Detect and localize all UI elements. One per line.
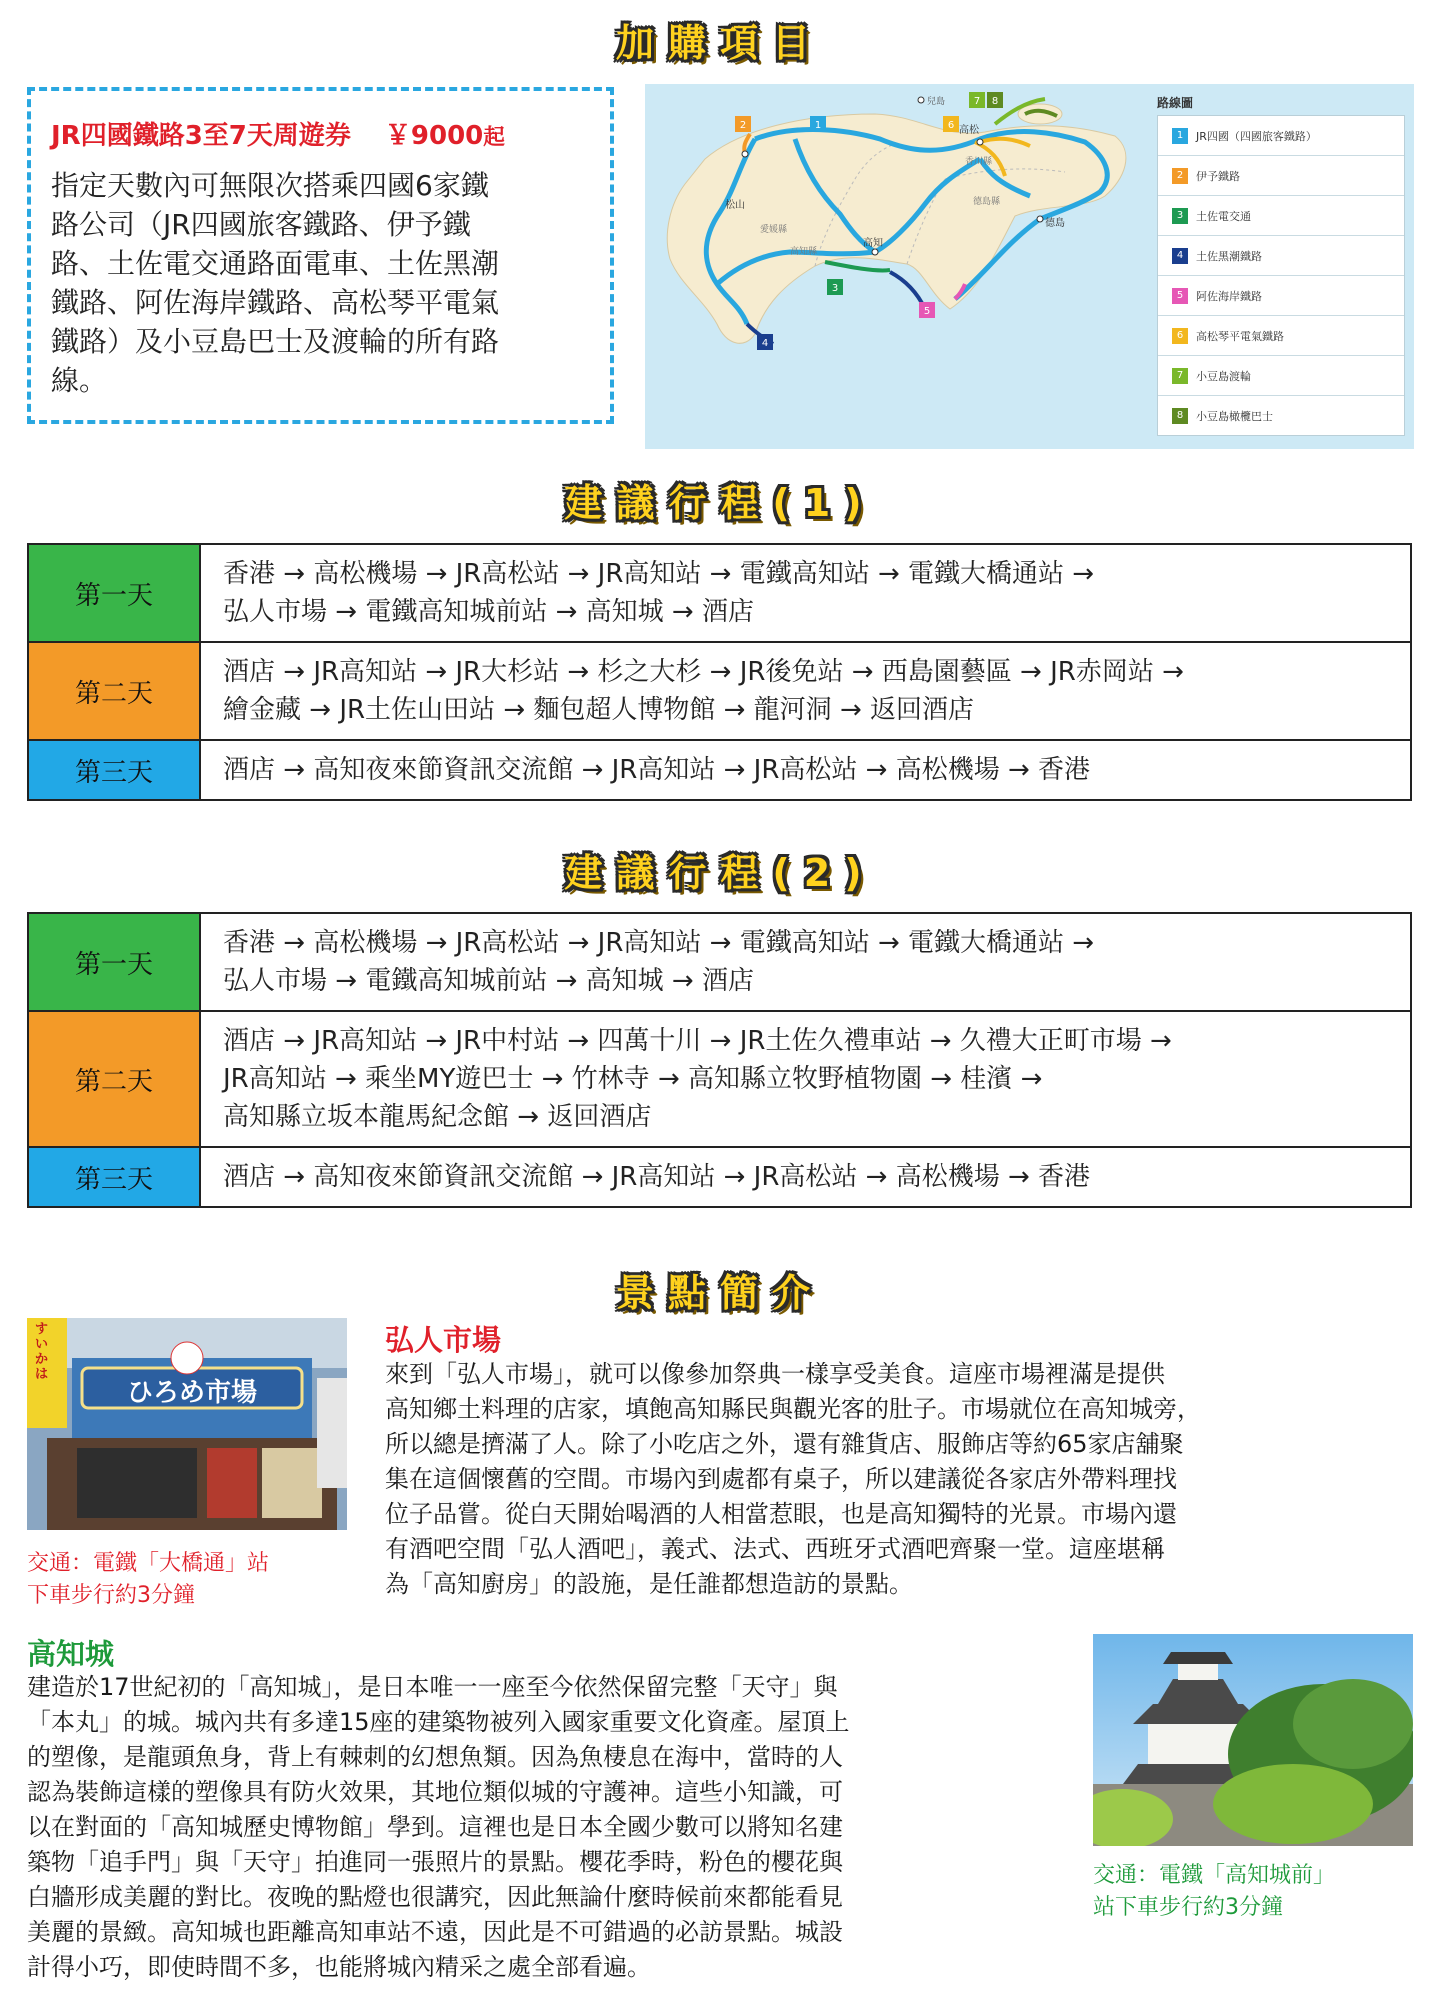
kochi-castle-access-caption — [1093, 1860, 1335, 1924]
itinerary-row — [28, 642, 1411, 740]
attractions-section-title: 景點簡介 — [615, 1271, 824, 1315]
pass-desc-line: 路公司（JR四國旅客鐵路、伊予鐵 — [51, 208, 471, 241]
map-legend — [1157, 94, 1405, 436]
text-line: 的塑像，是龍頭魚身，背上有棘刺的幻想魚類。因為魚棲息在海中，當時的人 — [27, 1743, 843, 1771]
legend-item — [1158, 396, 1404, 435]
pass-header — [51, 115, 584, 152]
pass-desc-line: 指定天數內可無限次搭乘四國6家鐵 — [51, 169, 489, 202]
day-label: 第一天 — [28, 544, 200, 642]
text-line: 築物「追手門」與「天守」拍進同一張照片的景點。櫻花季時，粉色的櫻花與 — [27, 1848, 843, 1876]
day-route — [200, 1011, 1411, 1147]
caption-line: 交通：電鐵「高知城前」 — [1093, 1863, 1336, 1888]
itinerary2-table — [27, 912, 1412, 1208]
route-line: 繪金藏 → JR土佐山田站 → 麵包超人博物館 → 龍河洞 → 返回酒店 — [223, 695, 974, 725]
route-line: 香港 → 高松機場 → JR高松站 → JR高知站 → 電鐵高知站 → 電鐵大橋通站 → — [223, 928, 1095, 958]
legend-item — [1158, 156, 1404, 196]
text-line: 美麗的景緻。高知城也距離高知車站不遠，因此是不可錯過的必訪景點。城設 — [27, 1918, 843, 1946]
day-label: 第二天 — [28, 1011, 200, 1147]
day-route — [200, 544, 1411, 642]
kochi-castle-title: 高知城 — [27, 1637, 115, 1671]
legend-number-badge: 3 — [1172, 208, 1188, 224]
day-label: 第二天 — [28, 642, 200, 740]
route-line: 酒店 → 高知夜來節資訊交流館 → JR高知站 → JR高松站 → 高松機場 → 香港 — [223, 1162, 1091, 1192]
hirome-description — [385, 1357, 1201, 1602]
legend-label: 土佐電交通 — [1196, 209, 1251, 223]
map-label-kagawa: 香川縣 — [965, 157, 993, 167]
route-line: 酒店 → JR高知站 → JR中村站 → 四萬十川 → JR土佐久禮車站 → 久禮大正町市場 → — [223, 1026, 1172, 1056]
legend-item — [1158, 316, 1404, 356]
day-label: 第三天 — [28, 1147, 200, 1207]
caption-line: 站下車步行約3分鐘 — [1093, 1895, 1283, 1920]
map-label-tokushima: 德島 — [1045, 218, 1065, 229]
text-line: 有酒吧空間「弘人酒吧」，義式、法式、西班牙式酒吧齊聚一堂。這座堪稱 — [385, 1535, 1165, 1563]
legend-item — [1158, 196, 1404, 236]
hirome-access-caption — [27, 1548, 269, 1612]
pass-desc-line: 路、土佐電交通路面電車、土佐黑潮 — [51, 247, 500, 280]
svg-text:2: 2 — [739, 120, 747, 131]
pass-desc-line: 線。 — [51, 364, 108, 397]
legend-label: 土佐黑潮鐵路 — [1196, 249, 1262, 263]
route-line: 酒店 → 高知夜來節資訊交流館 → JR高知站 → JR高松站 → 高松機場 → 香港 — [223, 755, 1091, 785]
text-line: 建造於17世紀初的「高知城」，是日本唯一一座至今依然保留完整「天守」與 — [27, 1673, 838, 1701]
route-line: JR高知站 → 乘坐MY遊巴士 → 竹林寺 → 高知縣立牧野植物園 → 桂濱 → — [223, 1064, 1043, 1094]
legend-number-badge: 2 — [1172, 168, 1188, 184]
day-route — [200, 642, 1411, 740]
svg-text:4: 4 — [761, 338, 769, 349]
svg-text:3: 3 — [831, 283, 839, 294]
map-label-takamatsu: 高松 — [959, 125, 979, 136]
map-label-kochi: 高知 — [863, 238, 883, 249]
legend-number-badge: 7 — [1172, 368, 1188, 384]
text-line: 白牆形成美麗的對比。夜晚的點燈也很講究，因此無論什麼時候前來都能看見 — [27, 1883, 843, 1911]
pass-price-suffix: 起 — [483, 125, 505, 150]
svg-text:1: 1 — [814, 120, 822, 131]
map-label-tokushima-pref: 德島縣 — [973, 197, 1001, 207]
legend-list — [1157, 115, 1405, 436]
text-line: 位子品嘗。從白天開始喝酒的人相當惹眼，也是高知獨特的光景。市場內還 — [385, 1500, 1177, 1528]
itinerary-row — [28, 544, 1411, 642]
map-label-ehime: 愛媛縣 — [760, 225, 788, 235]
day-route — [200, 913, 1411, 1011]
route-line: 酒店 → JR高知站 → JR大杉站 → 杉之大杉 → JR後免站 → 西島園藝區 → JR赤岡站 → — [223, 657, 1184, 687]
hirome-title: 弘人市場 — [385, 1323, 502, 1357]
itinerary-row — [28, 1147, 1411, 1207]
pass-price: ￥9000 — [384, 121, 484, 151]
legend-item — [1158, 116, 1404, 156]
map-label-kochi-pref: 高知縣 — [790, 247, 818, 257]
hirome-banner-text: すいかは — [35, 1322, 49, 1382]
text-line: 認為裝飾這樣的塑像具有防火效果，其地位類似城的守護神。這些小知識，可 — [27, 1778, 843, 1806]
svg-text:6: 6 — [947, 120, 955, 131]
itinerary-row — [28, 1011, 1411, 1147]
itinerary1-section-title: 建議行程(1) — [564, 481, 876, 525]
itinerary2-section-title: 建議行程(2) — [564, 851, 876, 895]
legend-label: 小豆島渡輪 — [1196, 369, 1251, 383]
text-line: 集在這個懷舊的空間。市場內到處都有桌子，所以建議從各家店外帶料理找 — [385, 1465, 1177, 1493]
text-line: 高知鄉土料理的店家，填飽高知縣民與觀光客的肚子。市場就位在高知城旁， — [385, 1395, 1201, 1423]
legend-item — [1158, 276, 1404, 316]
legend-number-badge: 6 — [1172, 328, 1188, 344]
caption-line: 交通：電鐵「大橋通」站 — [27, 1551, 270, 1576]
legend-item — [1158, 236, 1404, 276]
legend-label: JR四國（四國旅客鐵路） — [1196, 129, 1317, 143]
legend-label: 高松琴平電氣鐵路 — [1196, 329, 1284, 343]
hirome-sign-text: ひろめ市場 — [126, 1378, 257, 1408]
day-route — [200, 740, 1411, 800]
caption-line: 下車步行約3分鐘 — [27, 1583, 195, 1608]
pass-desc-line: 鐵路、阿佐海岸鐵路、高松琴平電氣 — [51, 286, 500, 319]
pass-desc-line: 鐵路）及小豆島巴士及渡輪的所有路 — [51, 325, 500, 358]
text-line: 以在對面的「高知城歷史博物館」學到。這裡也是日本全國少數可以將知名建 — [27, 1813, 843, 1841]
svg-text:7: 7 — [973, 96, 981, 107]
legend-number-badge: 5 — [1172, 288, 1188, 304]
text-line: 計得小巧，即使時間不多，也能將城內精采之處全部看遍。 — [27, 1953, 651, 1981]
legend-number-badge: 1 — [1172, 128, 1188, 144]
text-line: 「本丸」的城。城內共有多達15座的建築物被列入國家重要文化資產。屋頂上 — [27, 1708, 850, 1736]
itinerary-row — [28, 740, 1411, 800]
day-label: 第一天 — [28, 913, 200, 1011]
map-label-okayama: 兒島 — [927, 97, 946, 107]
itinerary-row — [28, 913, 1411, 1011]
day-route — [200, 1147, 1411, 1207]
itinerary1-table — [27, 543, 1412, 801]
map-label-matsuyama: 松山 — [725, 200, 745, 211]
addon-section-title: 加購項目 — [615, 21, 824, 65]
text-line: 為「高知廚房」的設施，是任誰都想造訪的景點。 — [385, 1570, 913, 1598]
shikoku-route-map — [645, 84, 1414, 449]
kochi-castle-description — [27, 1670, 850, 1985]
legend-item — [1158, 356, 1404, 396]
text-line: 來到「弘人市場」，就可以像參加祭典一樣享受美食。這座市場裡滿是提供 — [385, 1360, 1165, 1388]
legend-label: 小豆島橄欖巴士 — [1196, 409, 1273, 423]
svg-text:5: 5 — [923, 306, 931, 317]
route-line: 香港 → 高松機場 → JR高松站 → JR高知站 → 電鐵高知站 → 電鐵大橋通站 → — [223, 559, 1095, 589]
route-line: 弘人市場 → 電鐵高知城前站 → 高知城 → 酒店 — [223, 966, 754, 996]
legend-number-badge: 4 — [1172, 248, 1188, 264]
day-label: 第三天 — [28, 740, 200, 800]
pass-name: JR四國鐵路3至7天周遊券 — [51, 121, 351, 151]
legend-label: 伊予鐵路 — [1196, 169, 1240, 183]
rail-pass-box — [27, 87, 614, 424]
route-line: 高知縣立坂本龍馬紀念館 → 返回酒店 — [223, 1102, 652, 1132]
svg-text:8: 8 — [991, 96, 999, 107]
legend-number-badge: 8 — [1172, 408, 1188, 424]
kochi-castle-photo — [1093, 1634, 1413, 1846]
hirome-market-photo — [27, 1318, 347, 1530]
route-line: 弘人市場 → 電鐵高知城前站 → 高知城 → 酒店 — [223, 597, 754, 627]
legend-label: 阿佐海岸鐵路 — [1196, 289, 1262, 303]
pass-description — [51, 166, 584, 400]
text-line: 所以總是擠滿了人。除了小吃店之外，還有雜貨店、服飾店等約65家店舖聚 — [385, 1430, 1184, 1458]
legend-title: 路線圖 — [1157, 96, 1194, 110]
